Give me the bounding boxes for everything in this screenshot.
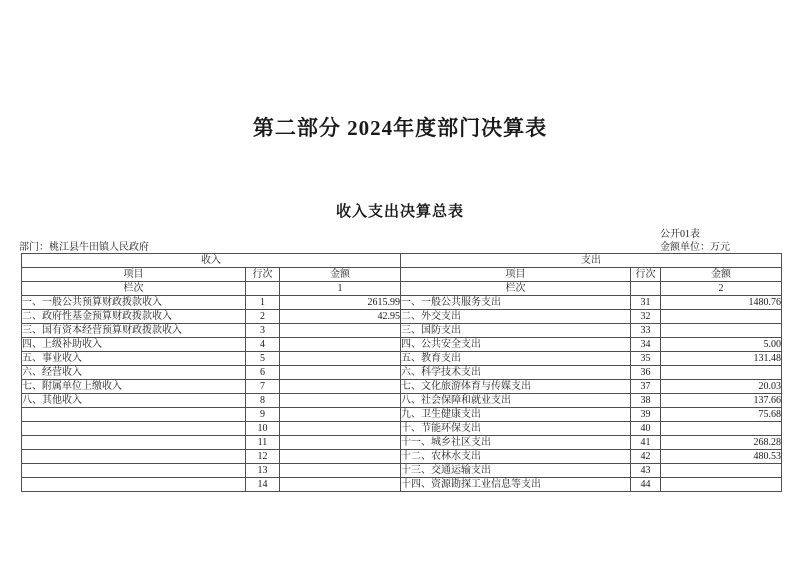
expense-amount-cell — [661, 324, 782, 338]
expense-item-cell: 五、教育支出 — [401, 352, 631, 366]
table-row — [22, 464, 782, 478]
expense-item-cell: 十二、农林水支出 — [401, 450, 631, 464]
expense-amount-cell — [661, 366, 782, 380]
income-amount-cell — [280, 366, 401, 380]
income-line-cell: 3 — [246, 324, 280, 338]
expense-line-cell: 41 — [631, 436, 661, 450]
expense-item-cell: 四、公共安全支出 — [401, 338, 631, 352]
expense-line-cell: 40 — [631, 422, 661, 436]
income-amount-cell: 2615.99 — [280, 296, 401, 310]
expense-section-header: 支出 — [401, 254, 782, 268]
expense-item-cell: 十四、资源勘探工业信息等支出 — [401, 478, 631, 492]
column-header-row — [22, 268, 782, 282]
income-item-cell: 六、经营收入 — [22, 366, 246, 380]
income-item-cell — [22, 450, 246, 464]
expense-line-cell: 36 — [631, 366, 661, 380]
table-row — [22, 422, 782, 436]
income-amount-cell — [280, 408, 401, 422]
income-amount-cell — [280, 464, 401, 478]
income-line-cell: 4 — [246, 338, 280, 352]
expense-amount-cell — [661, 422, 782, 436]
expense-item-cell: 一、一般公共服务支出 — [401, 296, 631, 310]
expense-index-label: 栏次 — [401, 282, 631, 296]
expense-amount-cell: 131.48 — [661, 352, 782, 366]
table-row — [22, 366, 782, 380]
income-section-header: 收入 — [22, 254, 401, 268]
income-item-cell — [22, 478, 246, 492]
expense-item-cell: 六、科学技术支出 — [401, 366, 631, 380]
income-item-cell: 二、政府性基金预算财政拨款收入 — [22, 310, 246, 324]
income-amount-cell — [280, 436, 401, 450]
expense-amount-cell: 480.53 — [661, 450, 782, 464]
income-item-cell — [22, 436, 246, 450]
expense-line-cell: 44 — [631, 478, 661, 492]
table-row — [22, 408, 782, 422]
income-amount-cell — [280, 422, 401, 436]
expense-amount-cell: 75.68 — [661, 408, 782, 422]
page-subtitle: 收入支出决算总表 — [335, 204, 464, 220]
income-item-cell — [22, 422, 246, 436]
expense-amount-cell — [661, 478, 782, 492]
expense-amount-cell — [661, 464, 782, 478]
income-line-cell: 14 — [246, 478, 280, 492]
expense-item-cell: 十一、城乡社区支出 — [401, 436, 631, 450]
table-row — [22, 380, 782, 394]
income-line-cell: 5 — [246, 352, 280, 366]
expense-item-header: 项目 — [401, 268, 631, 282]
expense-amount-cell: 5.00 — [661, 338, 782, 352]
table-row — [22, 310, 782, 324]
income-amount-cell — [280, 324, 401, 338]
income-line-cell: 13 — [246, 464, 280, 478]
income-amount-cell — [280, 450, 401, 464]
expense-line-header: 行次 — [631, 268, 661, 282]
expense-line-cell: 42 — [631, 450, 661, 464]
department-label: 部门：桃江县牛田镇人民政府 — [19, 242, 149, 253]
column-index-row — [22, 282, 782, 296]
table-row — [22, 450, 782, 464]
income-line-cell: 2 — [246, 310, 280, 324]
expense-amount-cell: 137.66 — [661, 394, 782, 408]
income-amount-cell: 42.95 — [280, 310, 401, 324]
expense-index-value: 2 — [661, 282, 782, 296]
income-item-cell — [22, 408, 246, 422]
income-item-cell: 一、一般公共预算财政拨款收入 — [22, 296, 246, 310]
expense-amount-cell: 20.03 — [661, 380, 782, 394]
income-item-cell: 四、上级补助收入 — [22, 338, 246, 352]
income-line-header: 行次 — [246, 268, 280, 282]
table-code-label: 公开01表 — [660, 229, 700, 240]
income-line-cell: 12 — [246, 450, 280, 464]
income-line-cell: 1 — [246, 296, 280, 310]
expense-amount-cell: 1480.76 — [661, 296, 782, 310]
expense-index-line-empty — [631, 282, 661, 296]
table-row — [22, 324, 782, 338]
expense-line-cell: 31 — [631, 296, 661, 310]
budget-table — [21, 253, 782, 492]
income-amount-cell — [280, 338, 401, 352]
income-item-cell — [22, 464, 246, 478]
expense-line-cell: 39 — [631, 408, 661, 422]
income-index-value: 1 — [280, 282, 401, 296]
expense-amount-cell: 268.28 — [661, 436, 782, 450]
income-line-cell: 11 — [246, 436, 280, 450]
expense-item-cell: 十三、交通运输支出 — [401, 464, 631, 478]
income-amount-cell — [280, 380, 401, 394]
income-line-cell: 6 — [246, 366, 280, 380]
table-row — [22, 478, 782, 492]
expense-item-cell: 十、节能环保支出 — [401, 422, 631, 436]
expense-line-cell: 32 — [631, 310, 661, 324]
expense-item-cell: 九、卫生健康支出 — [401, 408, 631, 422]
expense-item-cell: 七、文化旅游体育与传媒支出 — [401, 380, 631, 394]
page-title: 第二部分 2024年度部门决算表 — [252, 116, 548, 140]
income-line-cell: 10 — [246, 422, 280, 436]
income-index-line-empty — [246, 282, 280, 296]
expense-line-cell: 38 — [631, 394, 661, 408]
income-index-label: 栏次 — [22, 282, 246, 296]
expense-item-cell: 二、外交支出 — [401, 310, 631, 324]
expense-line-cell: 43 — [631, 464, 661, 478]
table-row — [22, 394, 782, 408]
table-row — [22, 352, 782, 366]
income-item-cell: 三、国有资本经营预算财政拨款收入 — [22, 324, 246, 338]
expense-item-cell: 八、社会保障和就业支出 — [401, 394, 631, 408]
income-item-header: 项目 — [22, 268, 246, 282]
expense-line-cell: 34 — [631, 338, 661, 352]
income-line-cell: 7 — [246, 380, 280, 394]
income-amount-header: 金额 — [280, 268, 401, 282]
table-row — [22, 296, 782, 310]
expense-line-cell: 37 — [631, 380, 661, 394]
expense-line-cell: 33 — [631, 324, 661, 338]
expense-item-cell: 三、国防支出 — [401, 324, 631, 338]
income-amount-cell — [280, 394, 401, 408]
unit-label: 金额单位：万元 — [660, 242, 730, 253]
expense-amount-cell — [661, 310, 782, 324]
income-item-cell: 五、事业收入 — [22, 352, 246, 366]
income-line-cell: 9 — [246, 408, 280, 422]
section-header-row — [22, 254, 782, 268]
income-amount-cell — [280, 352, 401, 366]
table-row — [22, 436, 782, 450]
income-amount-cell — [280, 478, 401, 492]
income-line-cell: 8 — [246, 394, 280, 408]
expense-line-cell: 35 — [631, 352, 661, 366]
income-item-cell: 七、附属单位上缴收入 — [22, 380, 246, 394]
expense-amount-header: 金额 — [661, 268, 782, 282]
income-item-cell: 八、其他收入 — [22, 394, 246, 408]
table-row — [22, 338, 782, 352]
